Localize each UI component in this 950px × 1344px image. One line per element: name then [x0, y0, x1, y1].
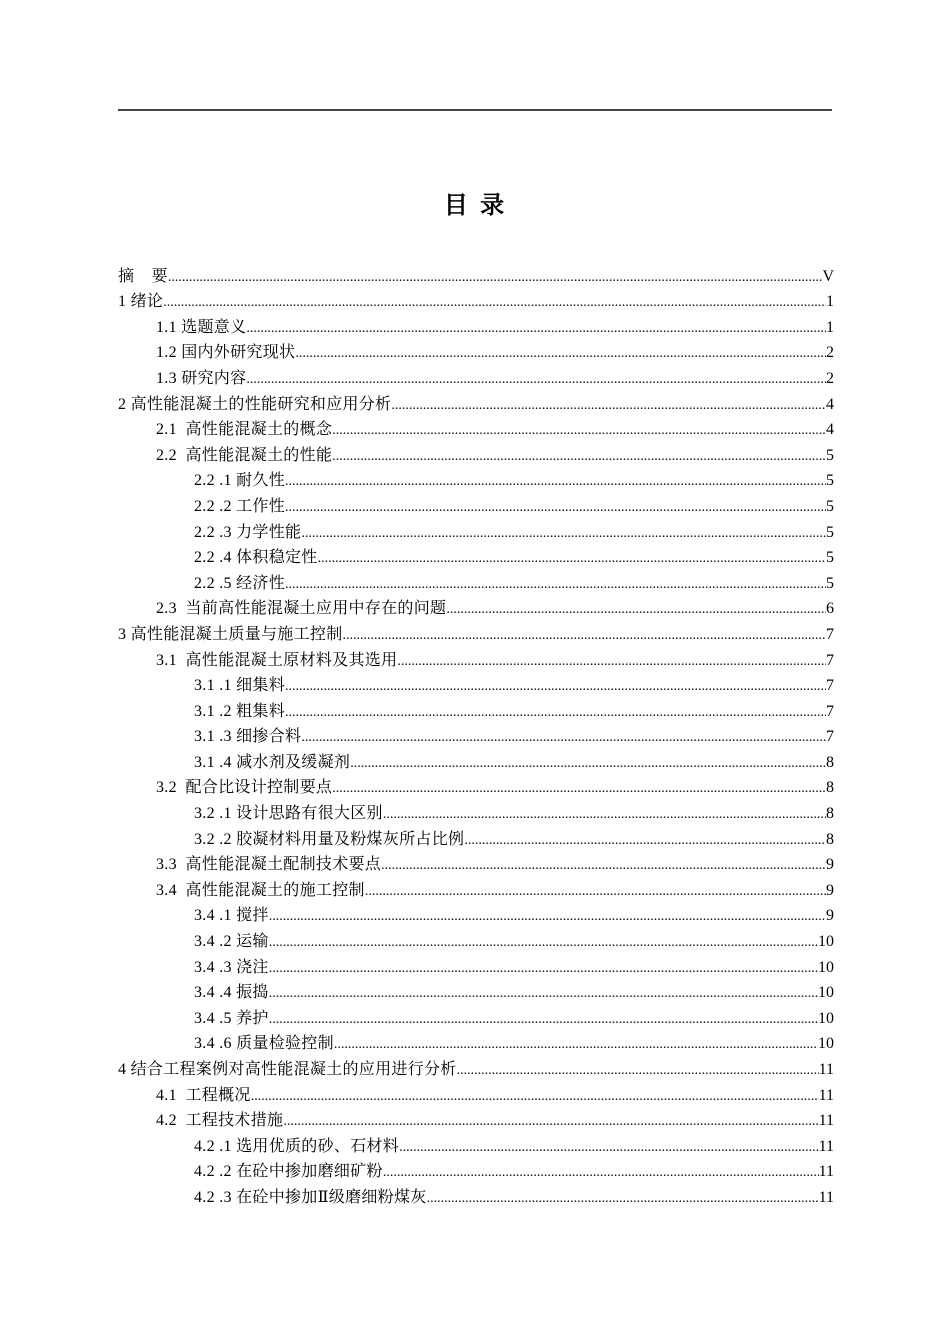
toc-entry-label: 3.4 .6 质量检验控制 [194, 1035, 334, 1053]
toc-entry[interactable] [118, 416, 834, 442]
toc-dot-leader [381, 856, 826, 876]
toc-entry[interactable] [118, 953, 834, 979]
toc-entry[interactable] [118, 927, 834, 953]
toc-dot-leader [334, 1035, 818, 1055]
toc-dot-leader [269, 933, 818, 953]
toc-dot-leader [457, 1061, 819, 1081]
toc-entry[interactable] [118, 1055, 834, 1081]
toc-dot-leader [285, 677, 826, 697]
toc-entry-label: 2.2 .2 工作性 [194, 497, 285, 515]
toc-entry-label: 3.4 .1 搅拌 [194, 907, 269, 925]
toc-dot-leader [427, 1189, 819, 1209]
toc-dot-leader [269, 959, 818, 979]
toc-entry-page-number: 7 [826, 625, 834, 643]
toc-entry-page-number: 5 [826, 549, 834, 567]
toc-dot-leader [332, 421, 826, 441]
toc-entry[interactable] [118, 851, 834, 877]
toc-entry-label: 2.1 高性能混凝土的概念 [156, 421, 333, 439]
page-title: 目 录 [443, 191, 507, 219]
toc-dot-leader [269, 907, 826, 927]
toc-entry[interactable] [118, 876, 834, 902]
toc-entry-label: 2.2 .1 耐久性 [194, 472, 285, 490]
toc-dot-leader [168, 268, 823, 288]
toc-entry-page-number: 7 [826, 728, 834, 746]
toc-entry-page-number: 1 [826, 318, 834, 336]
toc-entry-label: 摘 要 [118, 267, 168, 285]
toc-entry-label: 2.2 .5 经济性 [194, 574, 285, 592]
toc-entry-page-number: 10 [818, 933, 834, 951]
toc-entry-page-number: 4 [826, 395, 834, 413]
toc-dot-leader [251, 1087, 819, 1107]
toc-entry-label: 3.1 .3 细掺合料 [194, 728, 302, 746]
toc-entry[interactable] [118, 825, 834, 851]
toc-dot-leader [301, 524, 826, 544]
toc-entry-page-number: 8 [826, 805, 834, 823]
toc-entry[interactable] [118, 467, 834, 493]
toc-entry-label: 2.2 高性能混凝土的性能 [156, 446, 333, 464]
toc-entry-page-number: 2 [826, 369, 834, 387]
toc-entry[interactable] [118, 1158, 834, 1184]
toc-entry[interactable] [118, 672, 834, 698]
toc-entry[interactable] [118, 569, 834, 595]
toc-dot-leader [350, 754, 826, 774]
toc-entry-page-number: 10 [818, 984, 834, 1002]
toc-entry[interactable] [118, 902, 834, 928]
toc-dot-leader [399, 1138, 818, 1158]
toc-entry-page-number: 10 [818, 958, 834, 976]
toc-entry-page-number: 11 [818, 1137, 834, 1155]
toc-entry-label: 3 高性能混凝土质量与施工控制 [118, 625, 343, 643]
toc-entry[interactable] [118, 979, 834, 1005]
toc-entry[interactable] [118, 1132, 834, 1158]
toc-entry-page-number: 8 [826, 753, 834, 771]
toc-entry-label: 2 高性能混凝土的性能研究和应用分析 [118, 395, 392, 413]
toc-entry-page-number: 5 [826, 523, 834, 541]
toc-entry[interactable] [118, 723, 834, 749]
toc-entry-page-number: 10 [818, 1009, 834, 1027]
toc-entry[interactable] [118, 646, 834, 672]
toc-entry[interactable] [118, 262, 834, 288]
toc-entry[interactable] [118, 1004, 834, 1030]
toc-dot-leader [446, 600, 826, 620]
toc-entry-page-number: 5 [826, 497, 834, 515]
toc-entry-page-number: V [822, 267, 834, 285]
toc-entry-label: 4 结合工程案例对高性能混凝土的应用进行分析 [118, 1061, 457, 1078]
toc-entry-label: 3.4 .2 运输 [194, 933, 269, 951]
toc-entry[interactable] [118, 339, 834, 365]
toc-entry-page-number: 5 [826, 446, 834, 464]
toc-entry[interactable] [118, 1107, 834, 1133]
toc-entry-page-number: 7 [826, 677, 834, 695]
toc-dot-leader [343, 626, 826, 646]
toc-entry-label: 2.2 .3 力学性能 [194, 523, 302, 541]
toc-entry-label: 2.2 .4 体积稳定性 [194, 549, 318, 567]
toc-entry-page-number: 11 [818, 1061, 834, 1078]
toc-entry[interactable] [118, 748, 834, 774]
toc-dot-leader [246, 370, 826, 390]
toc-entry[interactable] [118, 544, 834, 570]
toc-dot-leader [163, 293, 826, 313]
toc-entry[interactable] [118, 595, 834, 621]
toc-entry[interactable] [118, 799, 834, 825]
toc-entry[interactable] [118, 288, 834, 314]
toc-entry-page-number: 9 [826, 881, 834, 899]
toc-dot-leader [318, 549, 826, 569]
toc-entry-page-number: 11 [818, 1086, 834, 1104]
toc-entry-page-number: 9 [826, 856, 834, 874]
toc-entry-label: 3.2 .2 胶凝材料用量及粉煤灰所占比例 [194, 830, 465, 848]
toc-dot-leader [285, 498, 826, 518]
toc-entry-label: 4.2 .2 在砼中掺加磨细矿粉 [194, 1163, 383, 1181]
toc-entry[interactable] [118, 313, 834, 339]
toc-entry-page-number: 11 [818, 1112, 834, 1130]
toc-entry-label: 4.1 工程概况 [156, 1086, 251, 1104]
toc-entry-label: 3.2 .1 设计思路有很大区别 [194, 805, 383, 823]
toc-entry-page-number: 8 [826, 779, 834, 797]
header-rule [118, 109, 832, 111]
toc-entry-label: 3.3 高性能混凝土配制技术要点 [156, 856, 382, 874]
toc-entry-label: 3.1 .4 减水剂及缓凝剂 [194, 753, 351, 771]
toc-entry-label: 3.2 配合比设计控制要点 [156, 779, 333, 797]
toc-dot-leader [295, 344, 826, 364]
toc-dot-leader [391, 396, 826, 416]
toc-entry-label: 3.1 高性能混凝土原材料及其选用 [156, 651, 398, 669]
toc-dot-leader [285, 703, 826, 723]
toc-entry[interactable] [118, 1183, 834, 1209]
toc-entry-page-number: 10 [818, 1035, 834, 1053]
toc-dot-leader [269, 1010, 818, 1030]
toc-entry-page-number: 11 [818, 1163, 834, 1181]
toc-dot-leader [246, 319, 826, 339]
toc-entry-label: 4.2 工程技术措施 [156, 1112, 284, 1130]
toc-entry[interactable] [118, 390, 834, 416]
toc-entry-label: 4.2 .3 在砼中掺加Ⅱ级磨细粉煤灰 [194, 1188, 427, 1206]
toc-dot-leader [332, 779, 826, 799]
toc-dot-leader [285, 472, 826, 492]
toc-entry-label: 1.1 选题意义 [156, 318, 247, 336]
toc-entry[interactable] [118, 492, 834, 518]
toc-dot-leader [397, 652, 826, 672]
toc-dot-leader [283, 1112, 818, 1132]
toc-dot-leader [383, 805, 826, 825]
toc-entry-page-number: 7 [826, 651, 834, 669]
toc-dot-leader [365, 882, 826, 902]
toc-dot-leader [383, 1163, 819, 1183]
toc-dot-leader [269, 984, 818, 1004]
toc-entry[interactable] [118, 518, 834, 544]
toc-entry[interactable] [118, 441, 834, 467]
toc-dot-leader [464, 831, 826, 851]
toc-entry-page-number: 4 [826, 421, 834, 439]
toc-entry-page-number: 7 [826, 702, 834, 720]
toc-entry[interactable] [118, 620, 834, 646]
toc-entry-label: 3.4 高性能混凝土的施工控制 [156, 881, 365, 899]
toc-entry-label: 1.2 国内外研究现状 [156, 344, 296, 362]
toc-entry-label: 3.1 .2 粗集料 [194, 702, 285, 720]
toc-entry-label: 2.3 当前高性能混凝土应用中存在的问题 [156, 600, 447, 618]
toc-entry[interactable] [118, 774, 834, 800]
toc-dot-leader [332, 447, 826, 467]
toc-entry-label: 3.4 .4 振捣 [194, 984, 269, 1002]
toc-entry-page-number: 5 [826, 472, 834, 490]
toc-entry-page-number: 5 [826, 574, 834, 592]
toc-entry-page-number: 6 [826, 600, 834, 618]
toc-entry[interactable] [118, 364, 834, 390]
toc-entry[interactable] [118, 1081, 834, 1107]
toc-entry-page-number: 9 [826, 907, 834, 925]
toc-entry-label: 4.2 .1 选用优质的砂、石材料 [194, 1137, 400, 1155]
toc-entry-label: 3.1 .1 细集料 [194, 677, 285, 695]
toc-dot-leader [285, 575, 826, 595]
toc-entry-page-number: 1 [826, 293, 834, 311]
table-of-contents [118, 262, 834, 1209]
toc-entry-page-number: 11 [818, 1188, 834, 1206]
toc-entry-label: 1.3 研究内容 [156, 369, 247, 387]
toc-entry-page-number: 8 [826, 830, 834, 848]
toc-entry-label: 3.4 .3 浇注 [194, 958, 269, 976]
toc-dot-leader [301, 728, 826, 748]
toc-entry-label: 3.4 .5 养护 [194, 1009, 269, 1027]
toc-entry-page-number: 2 [826, 344, 834, 362]
toc-entry[interactable] [118, 1030, 834, 1056]
toc-entry-label: 1 绪论 [118, 293, 164, 311]
toc-entry[interactable] [118, 697, 834, 723]
